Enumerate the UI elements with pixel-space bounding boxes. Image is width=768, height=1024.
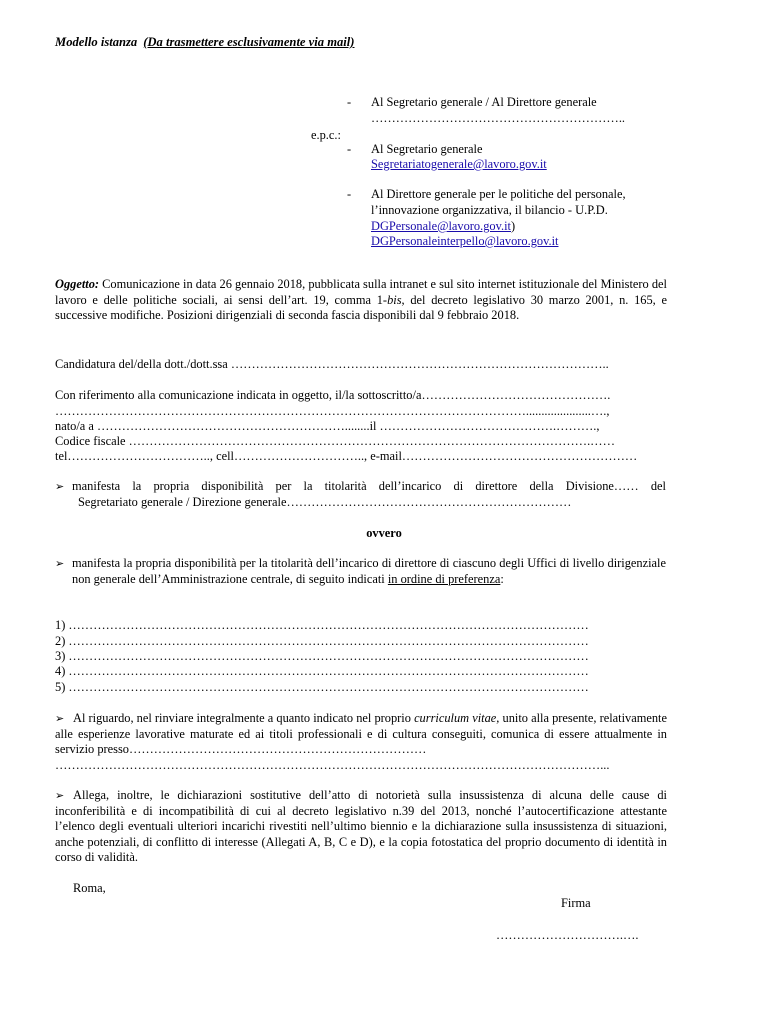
signature-label: Firma (561, 896, 591, 910)
oggetto-label: Oggetto: (55, 277, 100, 291)
epc-label: e.p.c.: (311, 128, 341, 142)
riguardo-dots: ……………………………………………………………………………………………………………………... (55, 758, 610, 772)
oggetto-bis: bis (387, 292, 402, 307)
riferimento-line-4: Codice fiscale ………………………………………………………………………………………………….…… (55, 434, 615, 448)
oggetto-text-b: , del decreto legislativo 30 marzo 2001, n. 165, e successive modifiche. Posizioni dirigenziali di seconda fascia disponibili dal 9 febbraio 2018. (55, 292, 667, 323)
recipient-1-dots: …………………………………………………….. (371, 111, 626, 125)
riferimento-line-3: nato/a a ……………………………………………………........il …………………………………….………., (55, 419, 600, 433)
recipient-dash-3: - (347, 187, 352, 201)
recipient-1-line: Al Segretario generale / Al Direttore generale (371, 95, 597, 109)
oggetto-paragraph (55, 277, 667, 324)
oggetto-text-a: Comunicazione in data 26 gennaio 2018, pubblicata sulla intranet e sul sito internet istituzionale del Ministero del lavoro e delle politiche sociali, ai sensi dell’art. 19, comma 1- (55, 277, 667, 307)
arrow-bullet-icon: ➢ (55, 790, 65, 802)
email-link-dgpersonale[interactable]: DGPersonale@lavoro.gov.it (371, 219, 511, 233)
riguardo-text-b: unito alla presente, relativamente alle esperienze lavorative maturate ed ai titoli professionali e di cultura conseguiti, comunica di essere attualmente in servizio presso……………………………………………………………… (55, 711, 668, 757)
recipient-3-line1: Al Direttore generale per le politiche del personale, (371, 187, 626, 201)
email1-suffix: ) (511, 219, 516, 233)
riguardo-paragraph (55, 711, 667, 758)
title-note: (Da trasmettere esclusivamente via mail) (143, 35, 355, 49)
riguardo-text-a: Al riguardo, nel rinviare integralmente a quanto indicato nel proprio (73, 711, 415, 725)
option2-text: manifesta la propria disponibilità per la titolarità dell’incarico di direttore di ciascuno degli Uffici di livello dirigenziale non generale dell’Amministrazione centrale, di seguito indicati (72, 556, 666, 586)
riferimento-line-1: Con riferimento alla comunicazione indicata in oggetto, il/la sottoscritto/a………………………………………. (55, 388, 611, 402)
place-roma: Roma, (73, 881, 106, 895)
recipient-2-line: Al Segretario generale (371, 142, 483, 156)
option1-line-b: Segretariato generale / Direzione generale…………………………………………………………… (78, 495, 572, 509)
preference-3: 3) ……………………………………………………………………………………………………………… (55, 649, 589, 663)
allega-paragraph: Allega, inoltre, le dichiarazioni sostitutive dell’atto di notorietà sulla insussistenza di alcuna delle cause di inconferibilità e di incompatibilità di cui al decreto legislativo n.39 del 2013, nonché l’autocertificazione attestante l’elenco degli eventuali ulteriori incarichi rivestiti nell’ultimo biennio e la dichiarazione sulla insussistenza di situazioni, anche potenziali, di conflitto di interesse (Allegati A, B, C e D), e la copia fotostatica del proprio documento di identità in corso di validità. (55, 788, 667, 865)
riferimento-line-5: tel…………………………….., cell………………………….., e-mail………………………………………………… (55, 449, 638, 463)
recipient-dash-1: - (347, 95, 352, 109)
arrow-bullet-icon: ➢ (55, 713, 65, 725)
preference-1: 1) ……………………………………………………………………………………………………………… (55, 618, 589, 632)
riferimento-line-2: …………………………………………………………………………………………………….....................…., (55, 404, 610, 418)
option2-paragraph (72, 556, 666, 587)
arrow-bullet-icon: ➢ (55, 558, 65, 570)
recipient-3-line2: l’innovazione organizzativa, il bilancio - U.P.D. (371, 203, 608, 217)
document-title (55, 35, 355, 51)
email-link-dgpersonale-interpello[interactable]: DGPersonaleinterpello@lavoro.gov.it (371, 234, 559, 248)
candidatura-line: Candidatura del/della dott./dott.ssa ……………………………………………………………………………….. (55, 357, 609, 371)
riguardo-italic: curriculum vitae, (414, 711, 500, 725)
title-text: Modello istanza (55, 35, 138, 49)
ovvero-heading: ovvero (366, 526, 402, 540)
signature-line: ………………………….…. (496, 928, 639, 942)
recipient-dash-2: - (347, 142, 352, 156)
arrow-bullet-icon: ➢ (55, 481, 65, 493)
preference-2: 2) ……………………………………………………………………………………………………………… (55, 634, 589, 648)
option2-colon: : (500, 571, 504, 586)
preference-5: 5) ……………………………………………………………………………………………………………… (55, 680, 589, 694)
email-link-segretariato[interactable]: Segretariatogenerale@lavoro.gov.it (371, 157, 547, 171)
option1-line-a: manifesta la propria disponibilità per la titolarità dell’incarico di direttore della Divisione…… del (72, 479, 666, 493)
preference-4: 4) ……………………………………………………………………………………………………………… (55, 664, 589, 678)
option2-underlined: in ordine di preferenza (387, 571, 501, 586)
recipient-3-email1-row (371, 219, 515, 235)
